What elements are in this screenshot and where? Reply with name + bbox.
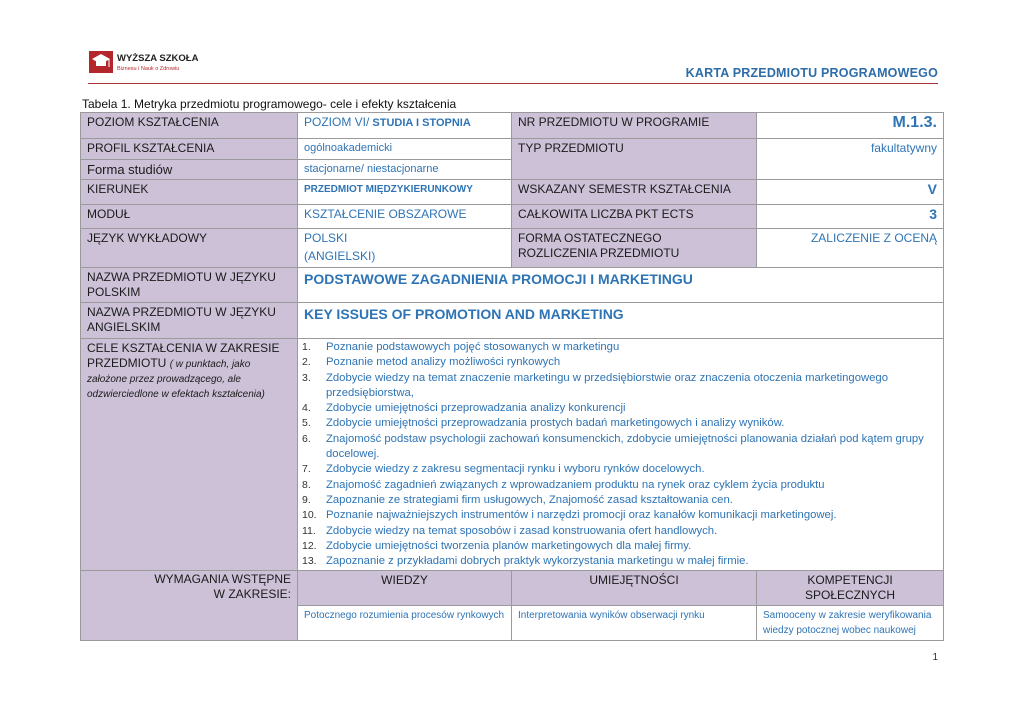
- course-type-label: TYP PRZEDMIOTU: [512, 139, 757, 180]
- objective-text: Poznanie podstawowych pojęć stosowanych w marketingu: [326, 341, 620, 353]
- objective-item: [302, 416, 937, 431]
- objective-text: Zdobycie umiejętności tworzenia planów marketingowych dla małej firmy.: [326, 539, 692, 552]
- objective-text: Poznanie najważniejszych instrumentów i narzędzi promocji oraz kanałów komunikacji marketingowej.: [326, 509, 837, 522]
- requirements-skills-value: Interpretowania wyników obserwacji rynku: [512, 606, 757, 641]
- requirements-knowledge-value: Potocznego rozumienia procesów rynkowych: [298, 606, 512, 641]
- objective-text: Zdobycie wiedzy na temat znaczenie marketingu w przedsiębiorstwie oraz znaczenia otoczenia marketingowego przedsiębiorstwa,: [326, 371, 888, 399]
- objective-text: Zdobycie wiedzy z zakresu segmentacji rynku i wyboru rynków docelowych.: [326, 463, 705, 476]
- objective-item: [302, 462, 937, 477]
- header-divider: [88, 83, 938, 84]
- document-title: KARTA PRZEDMIOTU PROGRAMOWEGO: [685, 66, 938, 80]
- course-name-en-value: KEY ISSUES OF PROMOTION AND MARKETING: [298, 303, 944, 339]
- level-value-part1: POZIOM VI/: [304, 115, 370, 129]
- course-name-pl-value: PODSTAWOWE ZAGADNIENIA PROMOCJI I MARKETINGU: [298, 268, 944, 303]
- objective-number: 11.: [302, 524, 316, 537]
- objective-number: 13.: [302, 555, 317, 568]
- objective-item: [302, 493, 937, 508]
- language-primary: POLSKI: [304, 231, 348, 245]
- course-type-value: fakultatywny: [757, 139, 944, 180]
- language-value: [298, 229, 512, 268]
- objective-item: [302, 508, 937, 523]
- objective-text: Zdobycie umiejętności przeprowadzania prostych badań marketingowych i analizy wyników.: [326, 417, 785, 430]
- module-label: MODUŁ: [81, 205, 298, 229]
- objective-item: [302, 539, 937, 554]
- objective-text: Znajomość zagadnień związanych z wprowadzaniem produktu na rynek oraz cyklem życia produktu: [326, 478, 825, 491]
- profile-label: PROFIL KSZTAŁCENIA: [81, 139, 298, 160]
- level-label: POZIOM KSZTAŁCENIA: [81, 113, 298, 139]
- course-name-pl-label: NAZWA PRZEDMIOTU W JĘZYKU POLSKIM: [81, 268, 298, 303]
- requirements-label-line1: WYMAGANIA WSTĘPNE: [154, 572, 291, 587]
- objectives-list: [302, 340, 937, 569]
- field-value: PRZEDMIOT MIĘDZYKIERUNKOWY: [298, 180, 512, 205]
- requirements-label: [81, 571, 298, 641]
- table-caption: Tabela 1. Metryka przedmiotu programowego- cele i efekty kształcenia: [82, 97, 457, 111]
- ects-label: CAŁKOWITA LICZBA PKT ECTS: [512, 205, 757, 229]
- study-form-value: stacjonarne/ niestacjonarne: [298, 160, 512, 180]
- objective-number: 2.: [302, 356, 311, 369]
- ects-value: 3: [757, 205, 944, 229]
- objective-number: 10.: [302, 509, 317, 522]
- profile-value: ogólnoakademicki: [298, 139, 512, 160]
- objectives-note: ( w punktach, jako założone przez prowadzącego, ale odzwierciedlone w efektach kształcenia): [87, 359, 265, 400]
- assessment-form-label: [512, 229, 757, 268]
- requirements-competences-value: Samooceny w zakresie weryfikowania wiedzy potocznej wobec naukowej: [757, 606, 944, 641]
- objective-item: [302, 432, 937, 463]
- objective-number: 1.: [302, 341, 311, 353]
- school-logo: [88, 48, 202, 76]
- objectives-label: [81, 339, 298, 571]
- objective-number: 12.: [302, 539, 317, 552]
- logo-graphic: [88, 48, 202, 76]
- course-metadata-table: [80, 112, 944, 641]
- requirements-skills-header: UMIEJĘTNOŚCI: [512, 571, 757, 606]
- field-label: KIERUNEK: [81, 180, 298, 205]
- objectives-cell: [298, 339, 944, 571]
- language-label: JĘZYK WYKŁADOWY: [81, 229, 298, 268]
- module-value: KSZTAŁCENIE OBSZAROWE: [298, 205, 512, 229]
- objective-item: [302, 401, 937, 416]
- objective-item: [302, 524, 937, 539]
- level-value-part2: STUDIA I STOPNIA: [369, 117, 471, 129]
- objective-item: [302, 478, 937, 493]
- course-number-label: NR PRZEDMIOTU W PROGRAMIE: [512, 113, 757, 139]
- semester-value: V: [757, 180, 944, 205]
- page-number: 1: [932, 652, 938, 663]
- svg-text:Biznesu i Nauk o Zdrowiu: Biznesu i Nauk o Zdrowiu: [117, 66, 180, 72]
- objective-number: 3.: [302, 371, 311, 384]
- assessment-form-label-line1: FORMA OSTATECZNEGO: [518, 231, 662, 245]
- requirements-knowledge-header: WIEDZY: [298, 571, 512, 606]
- semester-label: WSKAZANY SEMESTR KSZTAŁCENIA: [512, 180, 757, 205]
- objective-item: [302, 355, 937, 370]
- objective-item: [302, 340, 937, 355]
- objective-number: 4.: [302, 402, 311, 415]
- objective-number: 9.: [302, 493, 311, 506]
- assessment-form-value: ZALICZENIE Z OCENĄ: [757, 229, 944, 268]
- objective-text: Zapoznanie z przykładami dobrych praktyk wykorzystania marketingu w małej firmie.: [326, 555, 749, 568]
- objective-item: [302, 371, 937, 402]
- objective-item: [302, 554, 937, 569]
- course-number-value: M.1.3.: [757, 113, 944, 139]
- assessment-form-label-line2: ROZLICZENIA PRZEDMIOTU: [518, 246, 680, 260]
- objective-number: 5.: [302, 417, 311, 430]
- study-form-label: Forma studiów: [81, 160, 298, 180]
- objective-number: 8.: [302, 478, 311, 491]
- level-value: [298, 113, 512, 139]
- language-secondary: (ANGIELSKI): [304, 249, 376, 263]
- requirements-label-line2: W ZAKRESIE:: [213, 587, 291, 602]
- objectives-label-text: CELE KSZTAŁCENIA W ZAKRESIE PRZEDMIOTU: [87, 341, 280, 370]
- objective-text: Zapoznanie ze strategiami firm usługowych, Znajomość zasad kształtowania cen.: [326, 493, 733, 506]
- objective-text: Poznanie metod analizy możliwości rynkowych: [326, 356, 561, 369]
- objective-number: 7.: [302, 463, 311, 476]
- requirements-competences-header: KOMPETENCJI SPOŁECZNYCH: [757, 571, 944, 606]
- objective-text: Znajomość podstaw psychologii zachowań konsumenckich, zdobycie umiejętności planowania działań pod kątem grupy docelowej.: [326, 432, 924, 461]
- objective-text: Zdobycie wiedzy na temat sposobów i zasad konstruowania ofert handlowych.: [326, 524, 718, 537]
- objective-text: Zdobycie umiejętności przeprowadzania analizy konkurencji: [326, 402, 626, 415]
- objective-number: 6.: [302, 432, 311, 445]
- course-name-en-label: NAZWA PRZEDMIOTU W JĘZYKU ANGIELSKIM: [81, 303, 298, 339]
- svg-text:WYŻSZA SZKOŁA: WYŻSZA SZKOŁA: [117, 53, 199, 64]
